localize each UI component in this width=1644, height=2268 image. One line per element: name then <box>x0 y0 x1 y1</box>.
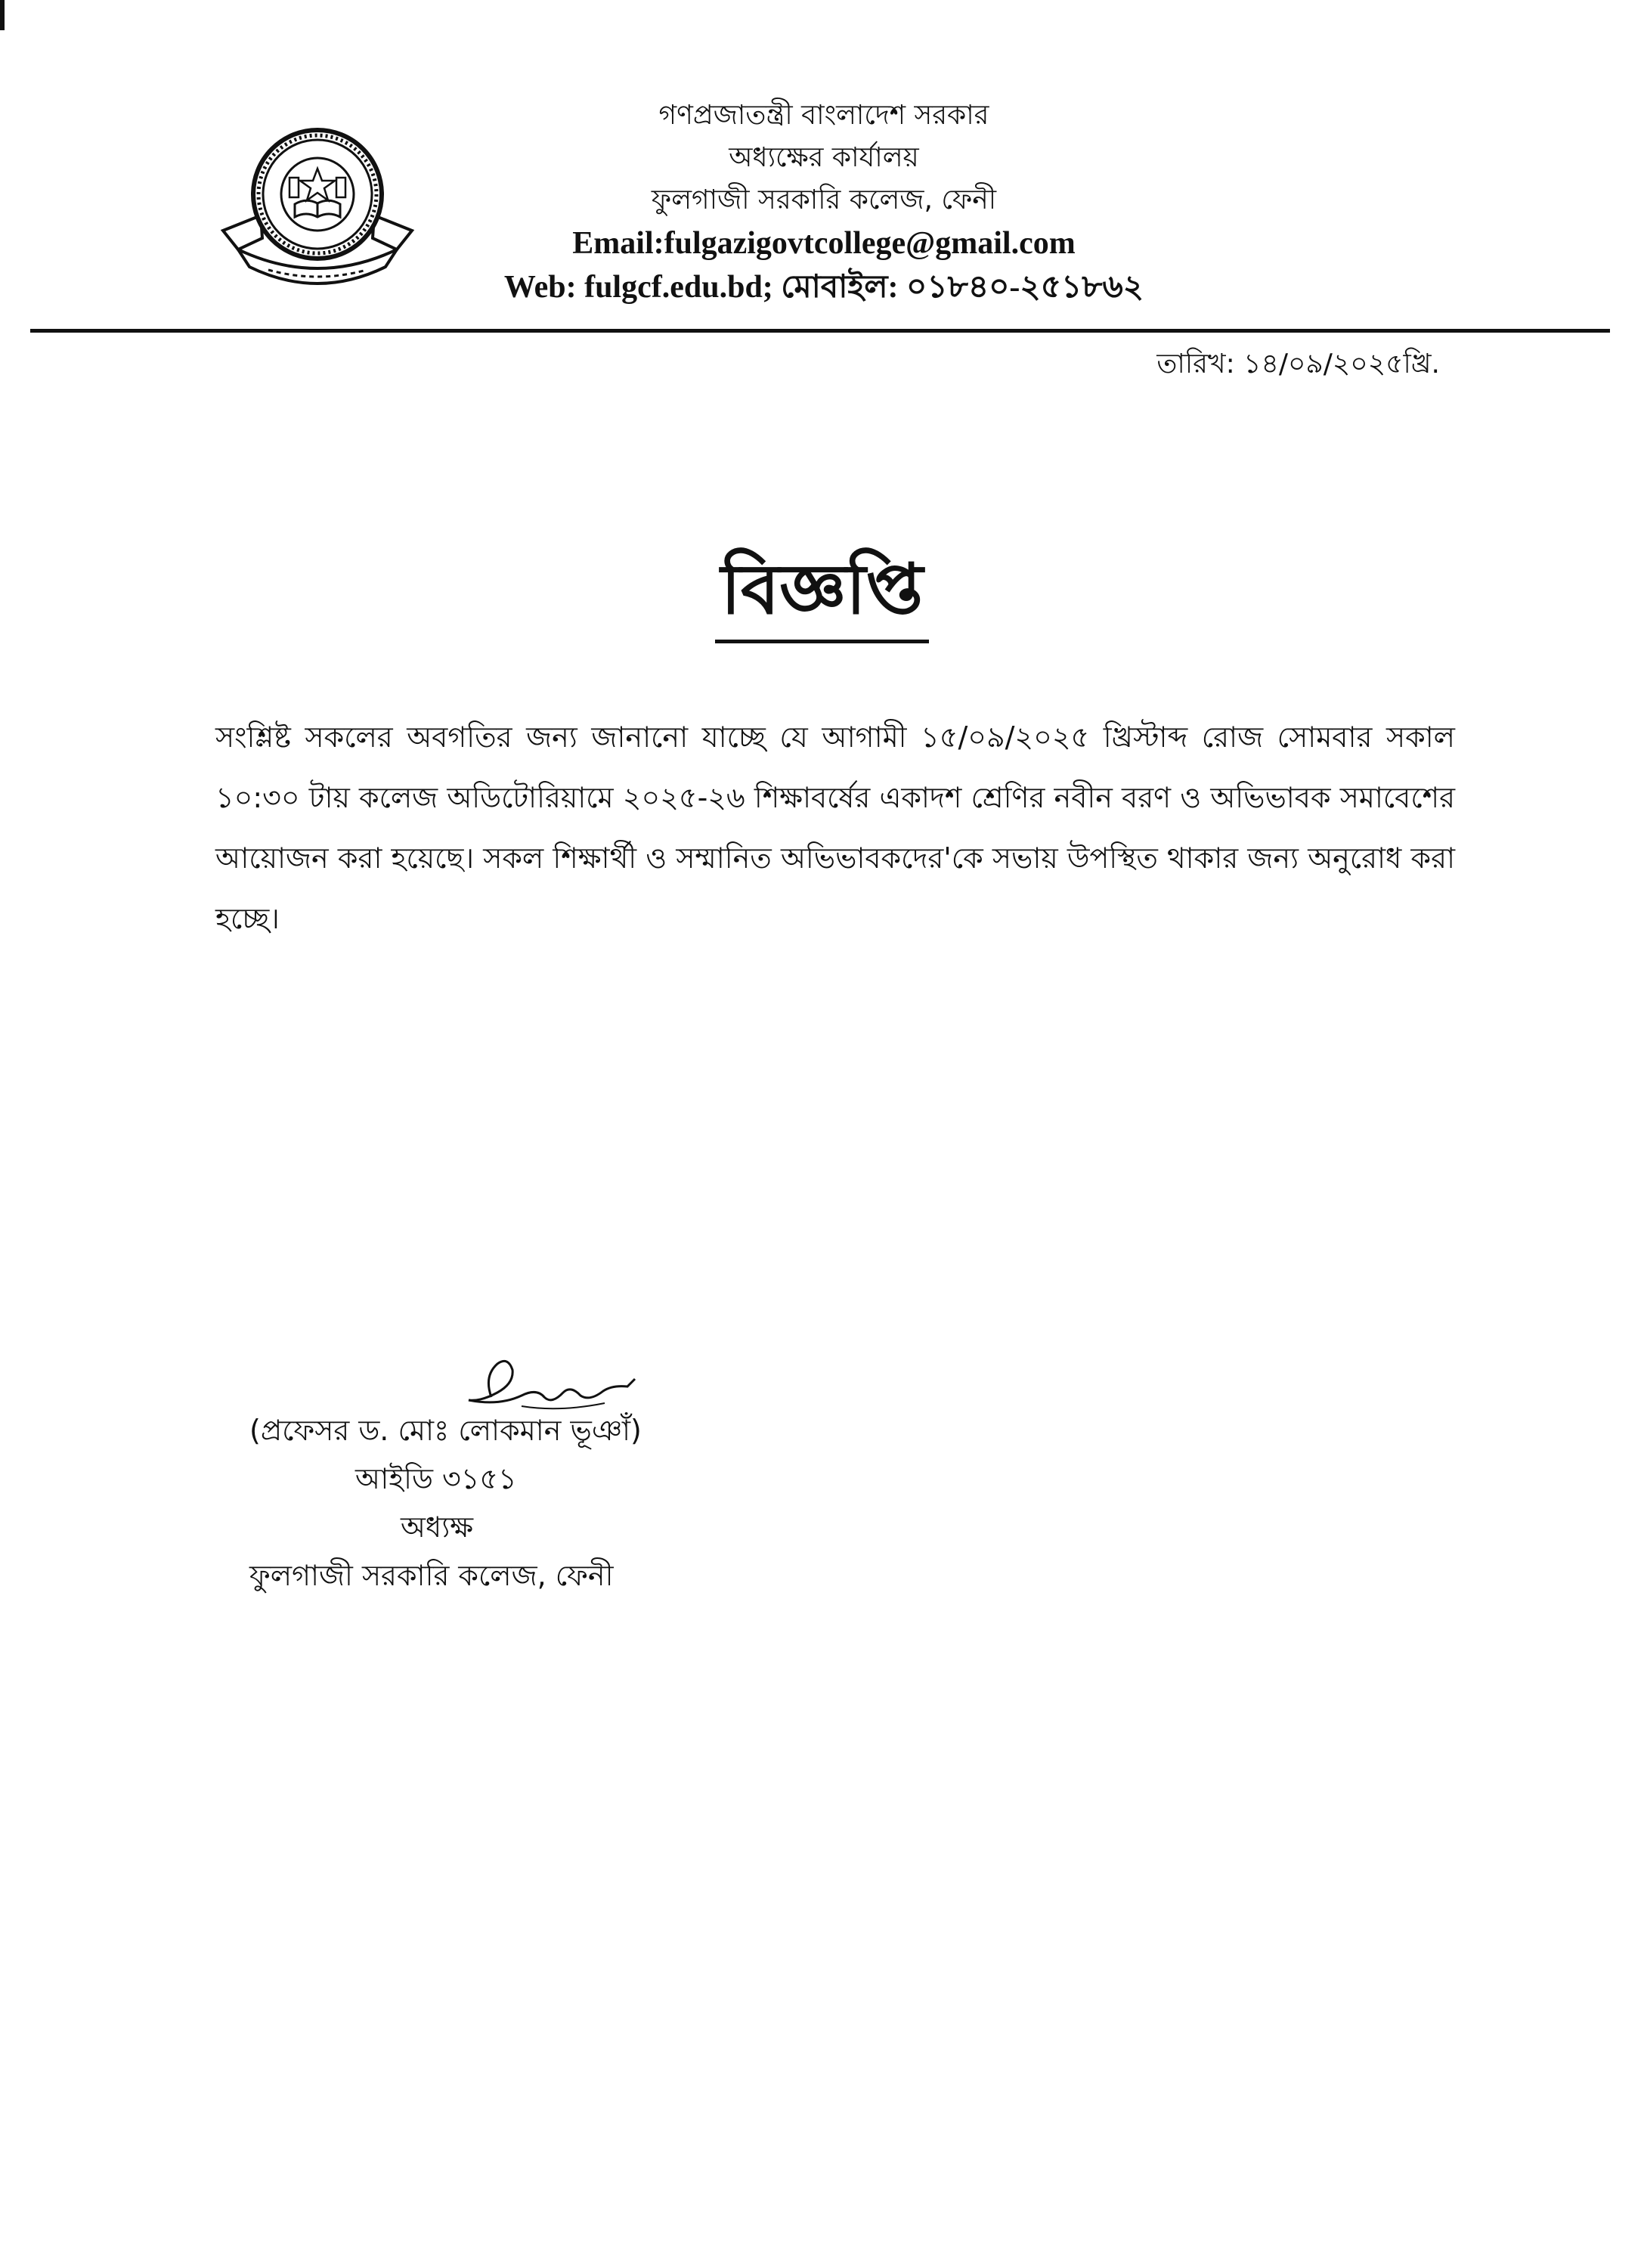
notice-title-wrapper <box>0 544 1644 643</box>
signatory-name: (প্রফেসর ড. মোঃ লোকমান ভূঞাঁ) <box>249 1414 642 1447</box>
notice-title: বিজ্ঞপ্তি <box>715 544 930 643</box>
header-divider <box>30 329 1610 333</box>
signature-block <box>249 1406 779 1600</box>
signatory-id: আইডি ৩১৫১ <box>355 1462 517 1495</box>
college-web-phone: Web: fulgcf.edu.bd; মোবাইল: ০১৮৪০-২৫১৮৬২ <box>503 270 1144 305</box>
office-name: অধ্যক্ষের কার্যালয় <box>729 142 919 173</box>
scan-edge-mark <box>0 0 5 30</box>
notice-date: তারিখ: ১৪/০৯/২০২৫খ্রি. <box>1156 349 1440 380</box>
college-seal-logo <box>215 125 420 291</box>
government-name: গণপ্রজাতন্ত্রী বাংলাদেশ সরকার <box>658 100 989 131</box>
notice-body: সংশ্লিষ্ট সকলের অবগতির জন্য জানানো যাচ্ছে যে আগামী ১৫/০৯/২০২৫ খ্রিস্টাব্দ রোজ সোমবার সকাল ১০:৩০ টায় কলেজ অডিটোরিয়ামে ২০২৫-২৬ শিক্ষাবর্ষের একাদশ শ্রেণির নবীন বরণ ও অভিভাবক সমাবেশের আয়োজন করা হয়েছে। সকল শিক্ষার্থী ও সম্মানিত অভিভাবকদের'কে সভায় উপস্থিত থাকার জন্য অনুরোধ করা হচ্ছে। <box>215 720 1455 935</box>
signatory-designation: অধ্যক্ষ <box>401 1510 474 1544</box>
college-email: Email:fulgazigovtcollege@gmail.com <box>572 226 1076 261</box>
letterhead <box>423 94 1224 309</box>
signatory-college: ফুলগাজী সরকারি কলেজ, ফেনী <box>249 1559 614 1592</box>
college-name: ফুলগাজী সরকারি কলেজ, ফেনী <box>651 184 997 215</box>
